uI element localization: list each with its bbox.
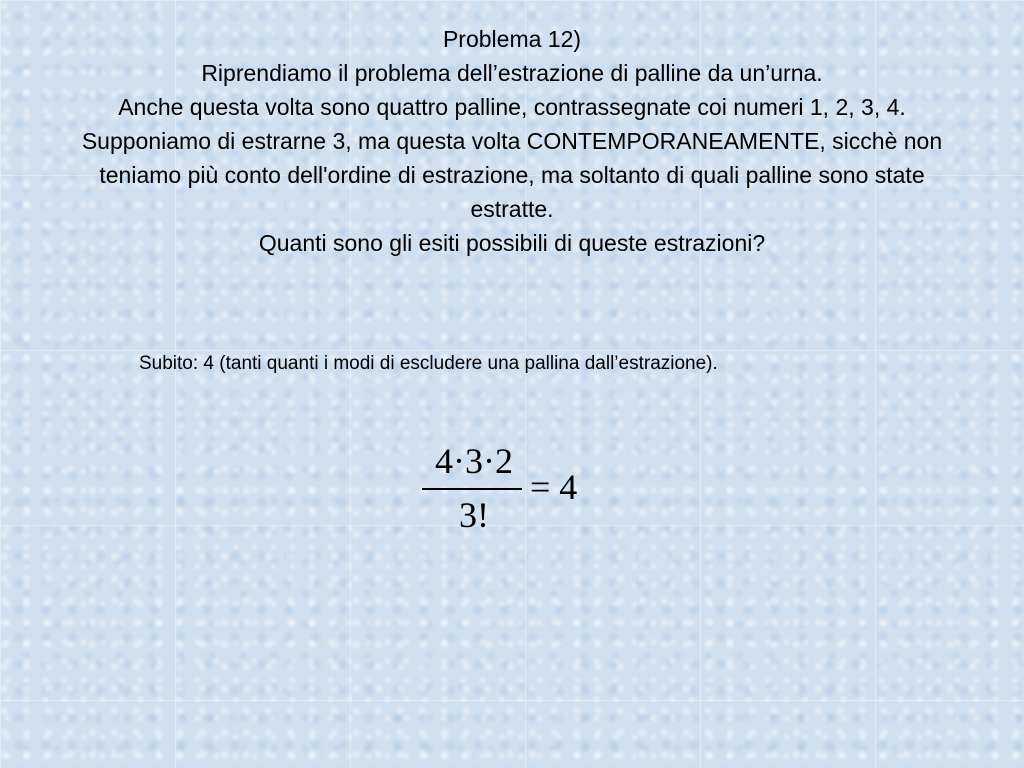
problem-question: Quanti sono gli esiti possibili di queste estrazioni? <box>258 230 766 256</box>
fraction-bar <box>422 488 522 490</box>
problem-line: Supponiamo di estrarne 3, ma questa volta CONTEMPORANEAMENTE, sicchè non teniamo più conto dell'ordine di estrazione, ma soltanto di quali palline sono state estratte. <box>81 128 943 222</box>
problem-statement <box>62 22 962 260</box>
answer-text: Subito: 4 (tanti quanti i modi di escludere una pallina dall’estrazione). <box>139 353 718 374</box>
combination-formula <box>418 440 618 540</box>
formula-result: = 4 <box>530 467 578 507</box>
formula-denominator: 3! <box>459 495 489 535</box>
problem-title: Problema 12) <box>442 26 582 52</box>
problem-line: Anche questa volta sono quattro palline, contrassegnate coi numeri 1, 2, 3, 4. <box>118 94 906 120</box>
problem-line: Riprendiamo il problema dell’estrazione di palline da un’urna. <box>201 60 823 86</box>
formula-numerator: 4·3·2 <box>435 441 513 481</box>
